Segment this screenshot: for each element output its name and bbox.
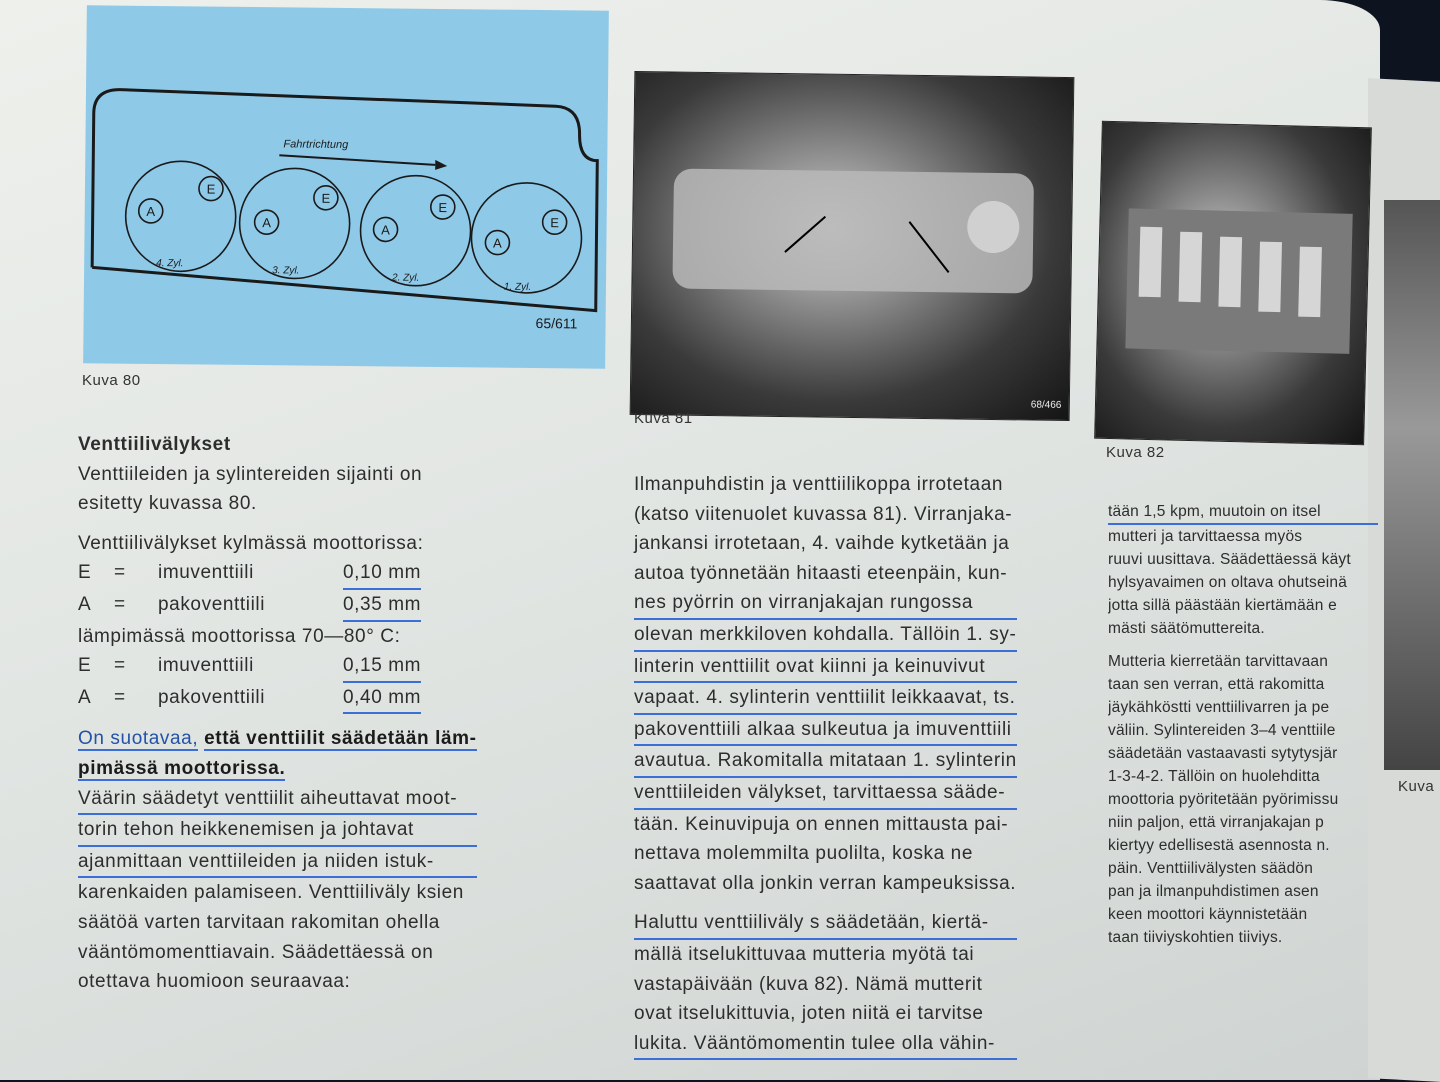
valve-label-e: E	[206, 181, 216, 197]
cylinder-diagram	[83, 5, 609, 368]
text-line: pakoventtiili alkaa sulkeutua ja imuventtiili	[634, 715, 1017, 747]
text-line: nettava molemmilta puolilta, koska ne	[634, 843, 974, 865]
cylinder-4	[125, 161, 236, 272]
recommendation	[78, 754, 477, 784]
recommendation	[78, 724, 477, 754]
figure-82-caption: Kuva 82	[1106, 444, 1165, 461]
text-line: moottoria pyöritetään pyörimissu	[1108, 791, 1339, 808]
spec-eq: =	[114, 593, 126, 615]
cylinder-label: 1. Zyl.	[503, 281, 532, 293]
text-line: tään 1,5 kpm, muutoin on itsel	[1108, 500, 1378, 525]
text-line: karenkaiden palamiseen. Venttiiliväly ksien	[78, 882, 464, 904]
spec-name: pakoventtiili	[158, 593, 266, 615]
text-line: säätöä varten tarvitaan rakomitan ohella	[78, 911, 440, 933]
spec-name: imuventtiili	[158, 562, 254, 584]
text-line: päin. Venttiilivälysten säädön	[1108, 860, 1314, 877]
column-3	[1108, 500, 1378, 949]
text-line: Ilmanpuhdistin ja venttiilikoppa irrotetaan	[634, 474, 1004, 495]
text-line: avautua. Rakomitalla mitataan 1. sylinterin	[634, 746, 1017, 778]
text-line: keen moottori käynnistetään	[1108, 906, 1308, 923]
figure-ref: 68/466	[1030, 399, 1062, 411]
text-line: 1-3-4-2. Tällöin on huolehditta	[1108, 768, 1320, 785]
valve-label-e: E	[550, 215, 560, 231]
figure-81-caption: Kuva 81	[634, 410, 693, 427]
text-line: nes pyörrin on virranjakajan rungossa	[634, 588, 1017, 620]
text-line: mällä itselukittuvaa mutteria myötä tai	[634, 943, 975, 965]
arrow-right-icon	[435, 160, 447, 170]
spec-value: 0,10 mm	[343, 558, 421, 590]
spec-key: E	[78, 655, 92, 677]
text-line: ruuvi uusittava. Säädettäessä käyt	[1108, 551, 1351, 568]
text-line: niin paljon, että virranjakajan p	[1108, 814, 1324, 831]
valve-label-a: A	[381, 222, 390, 238]
cylinder-1	[471, 182, 582, 293]
spec-key: E	[78, 562, 92, 584]
text-line: Väärin säädetyt venttiilit aiheuttavat moot-	[78, 784, 477, 816]
spec-row	[78, 683, 477, 715]
cylinder-3	[239, 168, 350, 279]
spec-value: 0,35 mm	[343, 590, 421, 622]
text-line: linterin venttiilit ovat kiinni ja keinuvivut	[634, 652, 1017, 684]
spec-key: A	[78, 593, 92, 615]
text-line: kiertyy edellisestä asennosta n.	[1108, 837, 1330, 854]
text-line: taan tiiviyskohtien tiiviys.	[1108, 929, 1283, 946]
text-line: lukita. Vääntömomentin tulee olla vähin-	[634, 1029, 1017, 1061]
spec-eq: =	[114, 562, 126, 584]
valve-label-a: A	[262, 215, 272, 231]
cylinder-label: 2. Zyl.	[391, 272, 420, 284]
text-line: vastapäivään (kuva 82). Nämä mutterit	[634, 973, 983, 995]
valve-label-e: E	[321, 190, 331, 206]
text-line: torin tehon heikkenemisen ja johtavat	[78, 815, 477, 847]
text-line: vapaat. 4. sylinterin venttiilit leikkaavat, ts.	[634, 683, 1017, 715]
figure-80-diagram	[83, 5, 609, 368]
text-line: väliin. Sylintereiden 3–4 venttiile	[1108, 722, 1336, 739]
spec-key: A	[78, 686, 92, 708]
spec-value: 0,15 mm	[343, 651, 421, 683]
cylinder-2	[360, 175, 471, 286]
text-line: Mutteria kierretään tarvittavaan	[1108, 653, 1329, 670]
text-line: mästi säätömuttereita.	[1108, 620, 1265, 637]
text-line: jotta sillä päästään kiertämään e	[1108, 597, 1337, 614]
valve-label-e: E	[438, 199, 448, 216]
spec-row	[78, 651, 477, 683]
recommendation-lead: On suotavaa,	[78, 728, 199, 750]
text-line: Haluttu venttiiliväly s säädetään, kiertä-	[634, 908, 1017, 940]
text-line: tään. Keinuvipuja on ennen mittausta pai-	[634, 813, 1009, 835]
text-line: jäykähköstti venttiilivarren ja pe	[1108, 699, 1330, 716]
spec-name: pakoventtiili	[158, 686, 266, 708]
figure-81-photo	[630, 71, 1075, 421]
valve-label-a: A	[146, 203, 156, 220]
cylinder-label: 3. Zyl.	[272, 265, 300, 277]
text-line: olevan merkkiloven kohdalla. Tällöin 1. sy-	[634, 620, 1017, 652]
recommendation-bold: pimässä moottorissa.	[78, 757, 286, 779]
text-line: mutteri ja tarvittaessa myös	[1108, 528, 1303, 545]
spec-name: imuventtiili	[158, 655, 254, 677]
column-2	[634, 470, 1017, 1060]
text-line: ajanmittaan venttiileiden ja niiden istuk-	[78, 847, 477, 879]
valve-label-a: A	[493, 235, 502, 251]
warm-label: lämpimässä moottorissa 70—80° C:	[78, 625, 401, 647]
figure-edge-caption: Kuva	[1398, 778, 1435, 795]
next-page-photo	[1384, 200, 1440, 770]
figure-80-caption: Kuva 80	[82, 372, 141, 389]
text-line: Venttiileiden ja sylintereiden sijainti on	[78, 463, 423, 485]
text-line: saattavat olla jonkin verran kampeuksissa.	[634, 872, 1017, 894]
recommendation-bold: että venttiilit säädetään läm-	[204, 728, 477, 750]
cylinder-label: 4. Zyl.	[156, 258, 184, 270]
column-1	[78, 430, 477, 997]
figure-ref: 65/611	[535, 314, 578, 332]
figure-82-photo	[1094, 121, 1372, 446]
text-line: pan ja ilmanpuhdistimen asen	[1108, 883, 1319, 900]
text-line: autoa työnnetään hitaasti eteenpäin, kun-	[634, 562, 1008, 584]
section-heading: Venttiilivälykset	[78, 434, 231, 455]
text-line: taan sen verran, että rakomitta	[1108, 676, 1325, 693]
text-line: (katso viitenuolet kuvassa 81). Virranjaka-	[634, 503, 1013, 525]
text-line: hylsyavaimen on oltava ohutseinä	[1108, 574, 1348, 591]
text-line: otettava huomioon seuraavaa:	[78, 971, 351, 993]
spec-value: 0,40 mm	[343, 683, 421, 715]
cold-label: Venttiilivälykset kylmässä moottorissa:	[78, 532, 424, 554]
spec-eq: =	[114, 655, 126, 677]
text-line: esitetty kuvassa 80.	[78, 493, 257, 515]
spec-row	[78, 558, 477, 590]
spec-row	[78, 590, 477, 622]
text-line: venttiileiden välykset, tarvittaessa sääde-	[634, 778, 1017, 810]
text-line: säädetään vastaavasti sytytysjär	[1108, 745, 1338, 762]
text-line: ovat itselukittuvia, joten niitä ei tarvitse	[634, 1003, 984, 1025]
text-line: vääntömomenttiavain. Säädettäessä on	[78, 941, 434, 963]
spec-eq: =	[114, 686, 126, 708]
text-line: jankansi irrotetaan, 4. vaihde kytketään ja	[634, 533, 1010, 555]
direction-label: Fahrtrichtung	[283, 138, 349, 152]
